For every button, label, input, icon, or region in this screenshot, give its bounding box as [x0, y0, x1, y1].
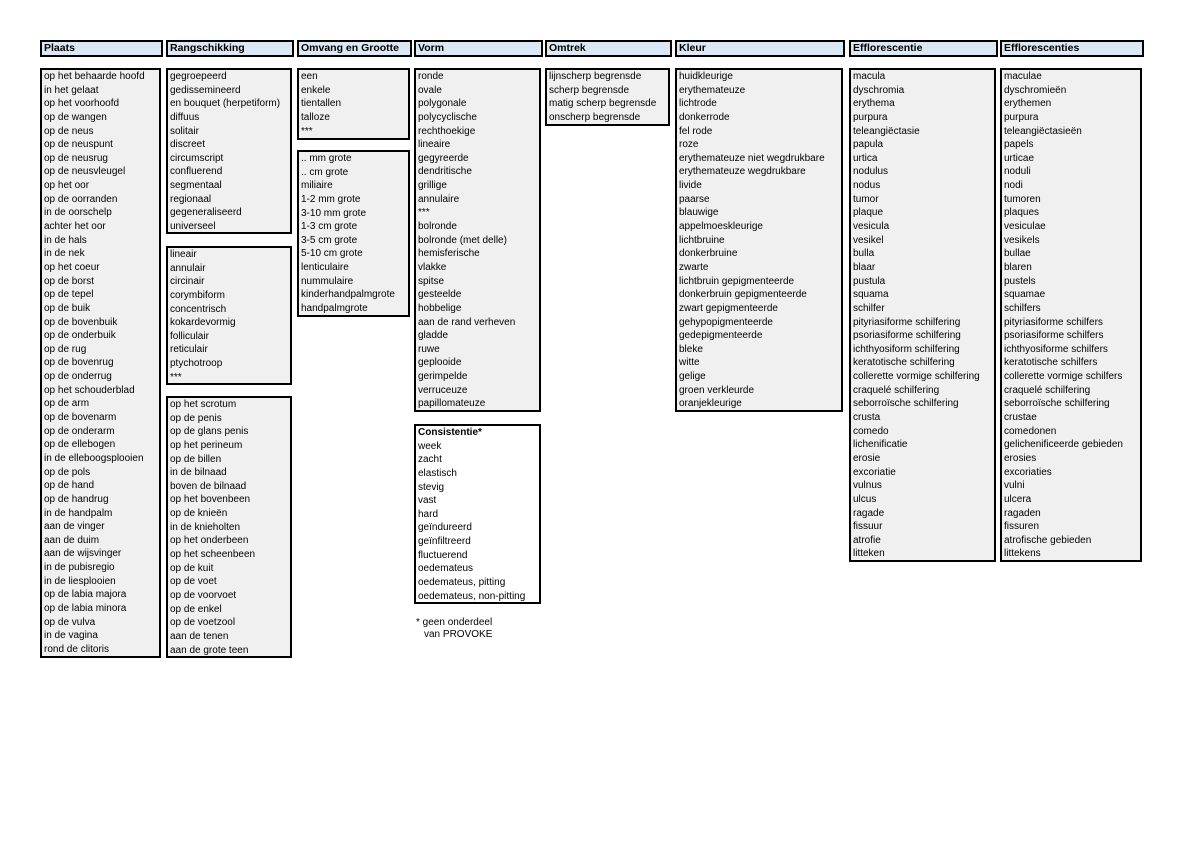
plaats-item: op de onderbuik: [44, 330, 116, 342]
kleur-item: gedepigmenteerde: [679, 330, 763, 342]
plaats-item: op het behaarde hoofd: [44, 71, 145, 82]
rangschikking-1-item: universeel: [170, 221, 216, 233]
kleur-list: [675, 68, 843, 412]
kleur-item: bleke: [679, 343, 703, 355]
efflorescentie-item: ragade: [853, 507, 885, 519]
rangschikking-3-item: in de knieholten: [170, 521, 241, 533]
footnote: [416, 617, 492, 641]
efflorescenties-item: blaren: [1004, 261, 1032, 273]
rangschikking-3-item: aan de grote teen: [170, 644, 249, 656]
plaats-item: op de tepel: [44, 289, 94, 301]
kleur-item: donkerbruin gepigmenteerde: [679, 289, 807, 301]
rangschikking-3-item: op de penis: [170, 412, 222, 424]
plaats-item: op de handrug: [44, 493, 109, 505]
rangschikking-3-item: op de voorvoet: [170, 589, 237, 601]
rangschikking-2-item: ***: [170, 371, 182, 383]
rangschikking-2-item: lineair: [170, 249, 197, 260]
omvang-list-2: [297, 150, 410, 317]
plaats-item: op de bovenarm: [44, 412, 117, 424]
vorm-item: hobbelige: [418, 302, 462, 314]
rangschikking-1-item: en bouquet (herpetiform): [170, 98, 281, 110]
plaats-item: op het oor: [44, 180, 90, 192]
rangschikking-1-item: diffuus: [170, 111, 200, 123]
consistentie-item: geïnfiltreerd: [418, 536, 471, 548]
consistentie-item: oedemateus: [418, 563, 474, 575]
vorm-item: rechthoekige: [418, 125, 476, 137]
kleur-item: lichtbruine: [679, 234, 725, 246]
efflorescentie-item: craquelé schilfering: [853, 384, 940, 396]
efflorescentie-item: comedo: [853, 425, 889, 437]
efflorescenties-item: atrofische gebieden: [1004, 534, 1092, 546]
rangschikking-3-item: op het bovenbeen: [170, 494, 251, 506]
header-kleur: Kleur: [675, 40, 845, 57]
kleur-item: gelige: [679, 371, 706, 383]
efflorescenties-item: littekens: [1004, 548, 1041, 560]
kleur-item: lichtbruin gepigmenteerde: [679, 275, 795, 287]
omtrek-list: [545, 68, 670, 126]
header-plaats: Plaats: [40, 40, 163, 57]
plaats-item: op de neuspunt: [44, 139, 113, 151]
vorm-item: geplooide: [418, 357, 462, 369]
efflorescenties-item: maculae: [1004, 71, 1042, 82]
plaats-item: op het schouderblad: [44, 384, 135, 396]
plaats-item: op de buik: [44, 302, 91, 314]
rangschikking-2-item: reticulair: [170, 344, 208, 356]
consistentie-item: geïndureerd: [418, 522, 472, 534]
efflorescenties-item: vesiculae: [1004, 221, 1046, 233]
plaats-item: in de vagina: [44, 630, 98, 642]
omtrek-item: lijnscherp begrensde: [549, 71, 642, 82]
efflorescentie-item: papula: [853, 139, 884, 151]
efflorescentie-item: keratotische schilfering: [853, 357, 955, 369]
efflorescenties-item: plaques: [1004, 207, 1040, 219]
omvang-2-item: .. mm grote: [301, 153, 352, 164]
efflorescenties-list: [1000, 68, 1142, 562]
omvang-2-item: nummulaire: [301, 275, 354, 287]
vorm-item: papillomateuze: [418, 398, 486, 410]
efflorescentie-item: pustula: [853, 275, 886, 287]
efflorescentie-item: vesikel: [853, 234, 884, 246]
kleur-item: zwart gepigmenteerde: [679, 302, 778, 314]
omvang-2-item: 1-3 cm grote: [301, 221, 358, 233]
omtrek-item: onscherp begrensde: [549, 111, 641, 123]
kleur-item: donkerbruine: [679, 248, 738, 260]
omvang-2-item: miliaire: [301, 180, 333, 192]
plaats-item: rond de clitoris: [44, 643, 110, 655]
consistentie-title: Consistentie*: [418, 427, 482, 438]
plaats-item: op de neusrug: [44, 152, 108, 164]
omvang-2-item: 1-2 mm grote: [301, 193, 361, 205]
efflorescenties-item: purpura: [1004, 111, 1039, 123]
plaats-item: aan de vinger: [44, 521, 105, 533]
plaats-item: in de nek: [44, 248, 85, 260]
rangschikking-2-item: folliculair: [170, 330, 209, 342]
header-rangschikking: Rangschikking: [166, 40, 294, 57]
vorm-item: hemisferische: [418, 248, 480, 260]
plaats-item: op de wangen: [44, 111, 107, 123]
rangschikking-3-item: op de voetzool: [170, 617, 236, 629]
rangschikking-3-item: op het perineum: [170, 439, 243, 451]
vorm-item: grillige: [418, 180, 447, 192]
plaats-item: op de ellebogen: [44, 439, 116, 451]
efflorescentie-item: ulcus: [853, 493, 877, 505]
efflorescentie-item: crusta: [853, 412, 881, 424]
vorm-item: gesteelde: [418, 289, 462, 301]
vorm-item: gerimpelde: [418, 371, 468, 383]
consistentie-item: week: [418, 440, 442, 452]
efflorescentie-item: nodulus: [853, 166, 889, 178]
efflorescentie-item: nodus: [853, 180, 881, 192]
plaats-item: op de neus: [44, 125, 94, 137]
efflorescenties-item: keratotische schilfers: [1004, 357, 1098, 369]
efflorescentie-item: teleangiëctasie: [853, 125, 920, 137]
efflorescentie-item: urtica: [853, 152, 878, 164]
rangschikking-2-item: annulair: [170, 262, 206, 274]
rangschikking-1-item: segmentaal: [170, 180, 222, 192]
efflorescenties-item: gelichenificeerde gebieden: [1004, 439, 1123, 451]
plaats-item: in de handpalm: [44, 507, 113, 519]
vorm-item: ronde: [418, 71, 444, 82]
kleur-item: groen verkleurde: [679, 384, 755, 396]
header-omvang: Omvang en Grootte: [297, 40, 412, 57]
vorm-list: [414, 68, 541, 412]
vorm-item: ruwe: [418, 343, 440, 355]
efflorescentie-item: schilfer: [853, 302, 885, 314]
plaats-item: achter het oor: [44, 221, 106, 233]
efflorescenties-item: bullae: [1004, 248, 1031, 260]
efflorescenties-item: ragaden: [1004, 507, 1041, 519]
efflorescentie-item: erosie: [853, 452, 881, 464]
plaats-item: op de borst: [44, 275, 95, 287]
rangschikking-3-item: op de enkel: [170, 603, 222, 615]
rangschikking-3-item: op de knieën: [170, 508, 228, 520]
plaats-item: op de bovenbuik: [44, 316, 118, 328]
plaats-item: in de oorschelp: [44, 207, 112, 219]
consistentie-item: stevig: [418, 481, 445, 493]
omvang-2-item: .. cm grote: [301, 166, 349, 178]
kleur-item: erythemateuze wegdrukbare: [679, 166, 806, 178]
efflorescenties-item: teleangiëctasieën: [1004, 125, 1082, 137]
plaats-item: aan de duim: [44, 534, 100, 546]
rangschikking-3-item: op het scheenbeen: [170, 549, 256, 561]
efflorescenties-item: seborroïsche schilfering: [1004, 398, 1110, 410]
kleur-item: zwarte: [679, 261, 709, 273]
efflorescenties-item: pustels: [1004, 275, 1036, 287]
kleur-item: paarse: [679, 193, 710, 205]
vorm-item: gladde: [418, 330, 449, 342]
plaats-item: op de labia majora: [44, 589, 127, 601]
header-efflorescenties: Efflorescenties: [1000, 40, 1144, 57]
kleur-item: oranjekleurige: [679, 398, 742, 410]
kleur-item: livide: [679, 180, 702, 192]
rangschikking-2-item: ptychotroop: [170, 358, 223, 370]
efflorescentie-item: squama: [853, 289, 889, 301]
rangschikking-2-item: corymbiform: [170, 289, 226, 301]
rangschikking-1-item: discreet: [170, 139, 206, 151]
vorm-item: spitse: [418, 275, 445, 287]
kleur-item: erythemateuze: [679, 84, 746, 96]
omvang-2-item: lenticulaire: [301, 262, 349, 274]
efflorescentie-item: vulnus: [853, 480, 882, 492]
efflorescenties-item: excoriaties: [1004, 466, 1052, 478]
efflorescentie-item: fissuur: [853, 521, 883, 533]
plaats-item: in de liesplooien: [44, 575, 116, 587]
consistentie-item: zacht: [418, 454, 442, 466]
plaats-item: op de vulva: [44, 616, 96, 628]
omvang-2-item: handpalmgrote: [301, 303, 368, 315]
header-vorm: Vorm: [414, 40, 543, 57]
rangschikking-list-2: [166, 246, 292, 385]
rangschikking-3-item: op het scrotum: [170, 399, 237, 410]
kleur-item: fel rode: [679, 125, 713, 137]
efflorescentie-item: ichthyosiform schilfering: [853, 343, 960, 355]
omvang-list-1: [297, 68, 410, 140]
header-omtrek: Omtrek: [545, 40, 672, 57]
plaats-item: in het gelaat: [44, 84, 99, 96]
plaats-item: op de bovenrug: [44, 357, 114, 369]
plaats-item: op de oorranden: [44, 193, 118, 205]
header-efflorescentie: Efflorescentie: [849, 40, 998, 57]
plaats-item: op de onderarm: [44, 425, 115, 437]
rangschikking-3-item: op de kuit: [170, 562, 214, 574]
efflorescenties-item: erosies: [1004, 452, 1037, 464]
efflorescentie-item: macula: [853, 71, 886, 82]
efflorescentie-item: purpura: [853, 111, 888, 123]
consistentie-item: oedemateus, non-pitting: [418, 590, 526, 602]
rangschikking-3-item: aan de tenen: [170, 630, 229, 642]
consistentie-item: vast: [418, 495, 437, 507]
rangschikking-1-item: regionaal: [170, 193, 212, 205]
vorm-item: verruceuze: [418, 384, 468, 396]
efflorescentie-item: dyschromia: [853, 84, 905, 96]
rangschikking-2-item: kokardevormig: [170, 317, 236, 329]
plaats-item: op de neusvleugel: [44, 166, 126, 178]
rangschikking-3-item: in de bilnaad: [170, 467, 227, 479]
rangschikking-1-item: gegeneraliseerd: [170, 207, 242, 219]
plaats-item: op de rug: [44, 343, 87, 355]
omvang-2-item: 3-10 mm grote: [301, 207, 367, 219]
efflorescentie-item: collerette vormige schilfering: [853, 371, 980, 383]
efflorescentie-item: bulla: [853, 248, 875, 260]
efflorescenties-item: collerette vormige schilfers: [1004, 371, 1123, 383]
rangschikking-1-item: confluerend: [170, 166, 223, 178]
omvang-1-item: talloze: [301, 111, 330, 123]
kleur-item: blauwige: [679, 207, 719, 219]
footnote-line-2: van PROVOKE: [424, 629, 493, 640]
efflorescenties-item: noduli: [1004, 166, 1031, 178]
efflorescentie-item: psoriasiforme schilfering: [853, 330, 961, 342]
omvang-2-item: 5-10 cm grote: [301, 248, 363, 260]
consistentie-item: hard: [418, 508, 439, 520]
efflorescenties-item: craquelé schilfering: [1004, 384, 1091, 396]
efflorescenties-item: pityriasiforme schilfers: [1004, 316, 1103, 328]
efflorescentie-item: lichenificatie: [853, 439, 908, 451]
plaats-item: op de arm: [44, 398, 90, 410]
efflorescenties-item: vulni: [1004, 480, 1025, 492]
consistentie-item: elastisch: [418, 467, 457, 479]
rangschikking-3-item: op het onderbeen: [170, 535, 249, 547]
vorm-item: dendritische: [418, 166, 472, 178]
efflorescenties-item: fissuren: [1004, 521, 1040, 533]
rangschikking-3-item: boven de bilnaad: [170, 480, 247, 492]
vorm-item: bolronde (met delle): [418, 234, 507, 246]
plaats-item: op het voorhoofd: [44, 98, 120, 110]
rangschikking-2-item: circinair: [170, 276, 205, 288]
vorm-item: ovale: [418, 84, 442, 96]
plaats-item: aan de wijsvinger: [44, 548, 122, 560]
consistentie-list: [414, 424, 541, 604]
vorm-item: gegyreerde: [418, 152, 469, 164]
efflorescenties-item: dyschromieën: [1004, 84, 1067, 96]
kleur-item: appelmoeskleurige: [679, 221, 763, 233]
efflorescentie-item: excoriatie: [853, 466, 896, 478]
efflorescentie-item: plaque: [853, 207, 884, 219]
efflorescenties-item: squamae: [1004, 289, 1046, 301]
rangschikking-3-item: op de voet: [170, 576, 217, 588]
kleur-item: lichtrode: [679, 98, 717, 110]
kleur-item: roze: [679, 139, 699, 151]
rangschikking-list-3: [166, 396, 292, 658]
omvang-1-item: ***: [301, 125, 313, 137]
efflorescenties-item: tumoren: [1004, 193, 1041, 205]
vorm-item: polycyclische: [418, 111, 477, 123]
rangschikking-2-item: concentrisch: [170, 303, 227, 315]
omtrek-item: scherp begrensde: [549, 84, 630, 96]
kleur-item: gehypopigmenteerde: [679, 316, 773, 328]
efflorescentie-item: vesicula: [853, 221, 890, 233]
rangschikking-1-item: gedissemineerd: [170, 84, 241, 96]
efflorescenties-item: comedonen: [1004, 425, 1057, 437]
efflorescenties-item: nodi: [1004, 180, 1023, 192]
consistentie-item: oedemateus, pitting: [418, 577, 506, 589]
efflorescentie-item: blaar: [853, 261, 876, 273]
plaats-item: op de labia minora: [44, 602, 127, 614]
efflorescentie-item: tumor: [853, 193, 879, 205]
omvang-1-item: tientallen: [301, 98, 342, 110]
footnote-line-1: * geen onderdeel: [416, 617, 493, 628]
efflorescenties-item: ichthyosiforme schilfers: [1004, 343, 1108, 355]
efflorescentie-item: seborroïsche schilfering: [853, 398, 959, 410]
rangschikking-list-1: [166, 68, 292, 234]
kleur-item: witte: [679, 357, 700, 369]
omvang-2-item: 3-5 cm grote: [301, 234, 358, 246]
plaats-item: op de onderrug: [44, 371, 112, 383]
vorm-item: polygonale: [418, 98, 467, 110]
plaats-item: op het coeur: [44, 261, 100, 273]
omtrek-item: matig scherp begrensde: [549, 98, 657, 110]
plaats-item: in de hals: [44, 234, 87, 246]
vorm-item: lineaire: [418, 139, 451, 151]
efflorescentie-item: erythema: [853, 98, 895, 110]
rangschikking-3-item: op de glans penis: [170, 426, 249, 438]
omvang-1-item: enkele: [301, 84, 331, 96]
efflorescentie-item: litteken: [853, 548, 885, 560]
efflorescentie-item: atrofie: [853, 534, 881, 546]
efflorescenties-item: vesikels: [1004, 234, 1040, 246]
efflorescenties-item: psoriasiforme schilfers: [1004, 330, 1104, 342]
efflorescenties-item: crustae: [1004, 412, 1037, 424]
rangschikking-3-item: op de billen: [170, 453, 222, 465]
plaats-item: in de pubisregio: [44, 562, 115, 574]
omvang-2-item: kinderhandpalmgrote: [301, 289, 395, 301]
plaats-item: in de elleboogsplooien: [44, 452, 144, 464]
vorm-item: vlakke: [418, 261, 447, 273]
vorm-item: aan de rand verheven: [418, 316, 516, 328]
efflorescenties-item: papels: [1004, 139, 1034, 151]
efflorescenties-item: ulcera: [1004, 493, 1032, 505]
consistentie-item: fluctuerend: [418, 549, 468, 561]
efflorescenties-item: erythemen: [1004, 98, 1052, 110]
kleur-item: huidkleurige: [679, 71, 733, 82]
plaats-item: op de pols: [44, 466, 91, 478]
rangschikking-1-item: gegroepeerd: [170, 71, 227, 82]
plaats-list: [40, 68, 161, 658]
kleur-item: erythemateuze niet wegdrukbare: [679, 152, 825, 164]
kleur-item: donkerrode: [679, 111, 730, 123]
vorm-item: bolronde: [418, 221, 457, 233]
rangschikking-1-item: solitair: [170, 125, 199, 137]
vorm-item: ***: [418, 207, 430, 219]
vorm-item: annulaire: [418, 193, 460, 205]
efflorescentie-list: [849, 68, 996, 562]
rangschikking-1-item: circumscript: [170, 152, 224, 164]
efflorescentie-item: pityriasiforme schilfering: [853, 316, 961, 328]
omvang-1-item: een: [301, 71, 318, 82]
plaats-item: op de hand: [44, 480, 95, 492]
efflorescenties-item: schilfers: [1004, 302, 1041, 314]
efflorescenties-item: urticae: [1004, 152, 1035, 164]
